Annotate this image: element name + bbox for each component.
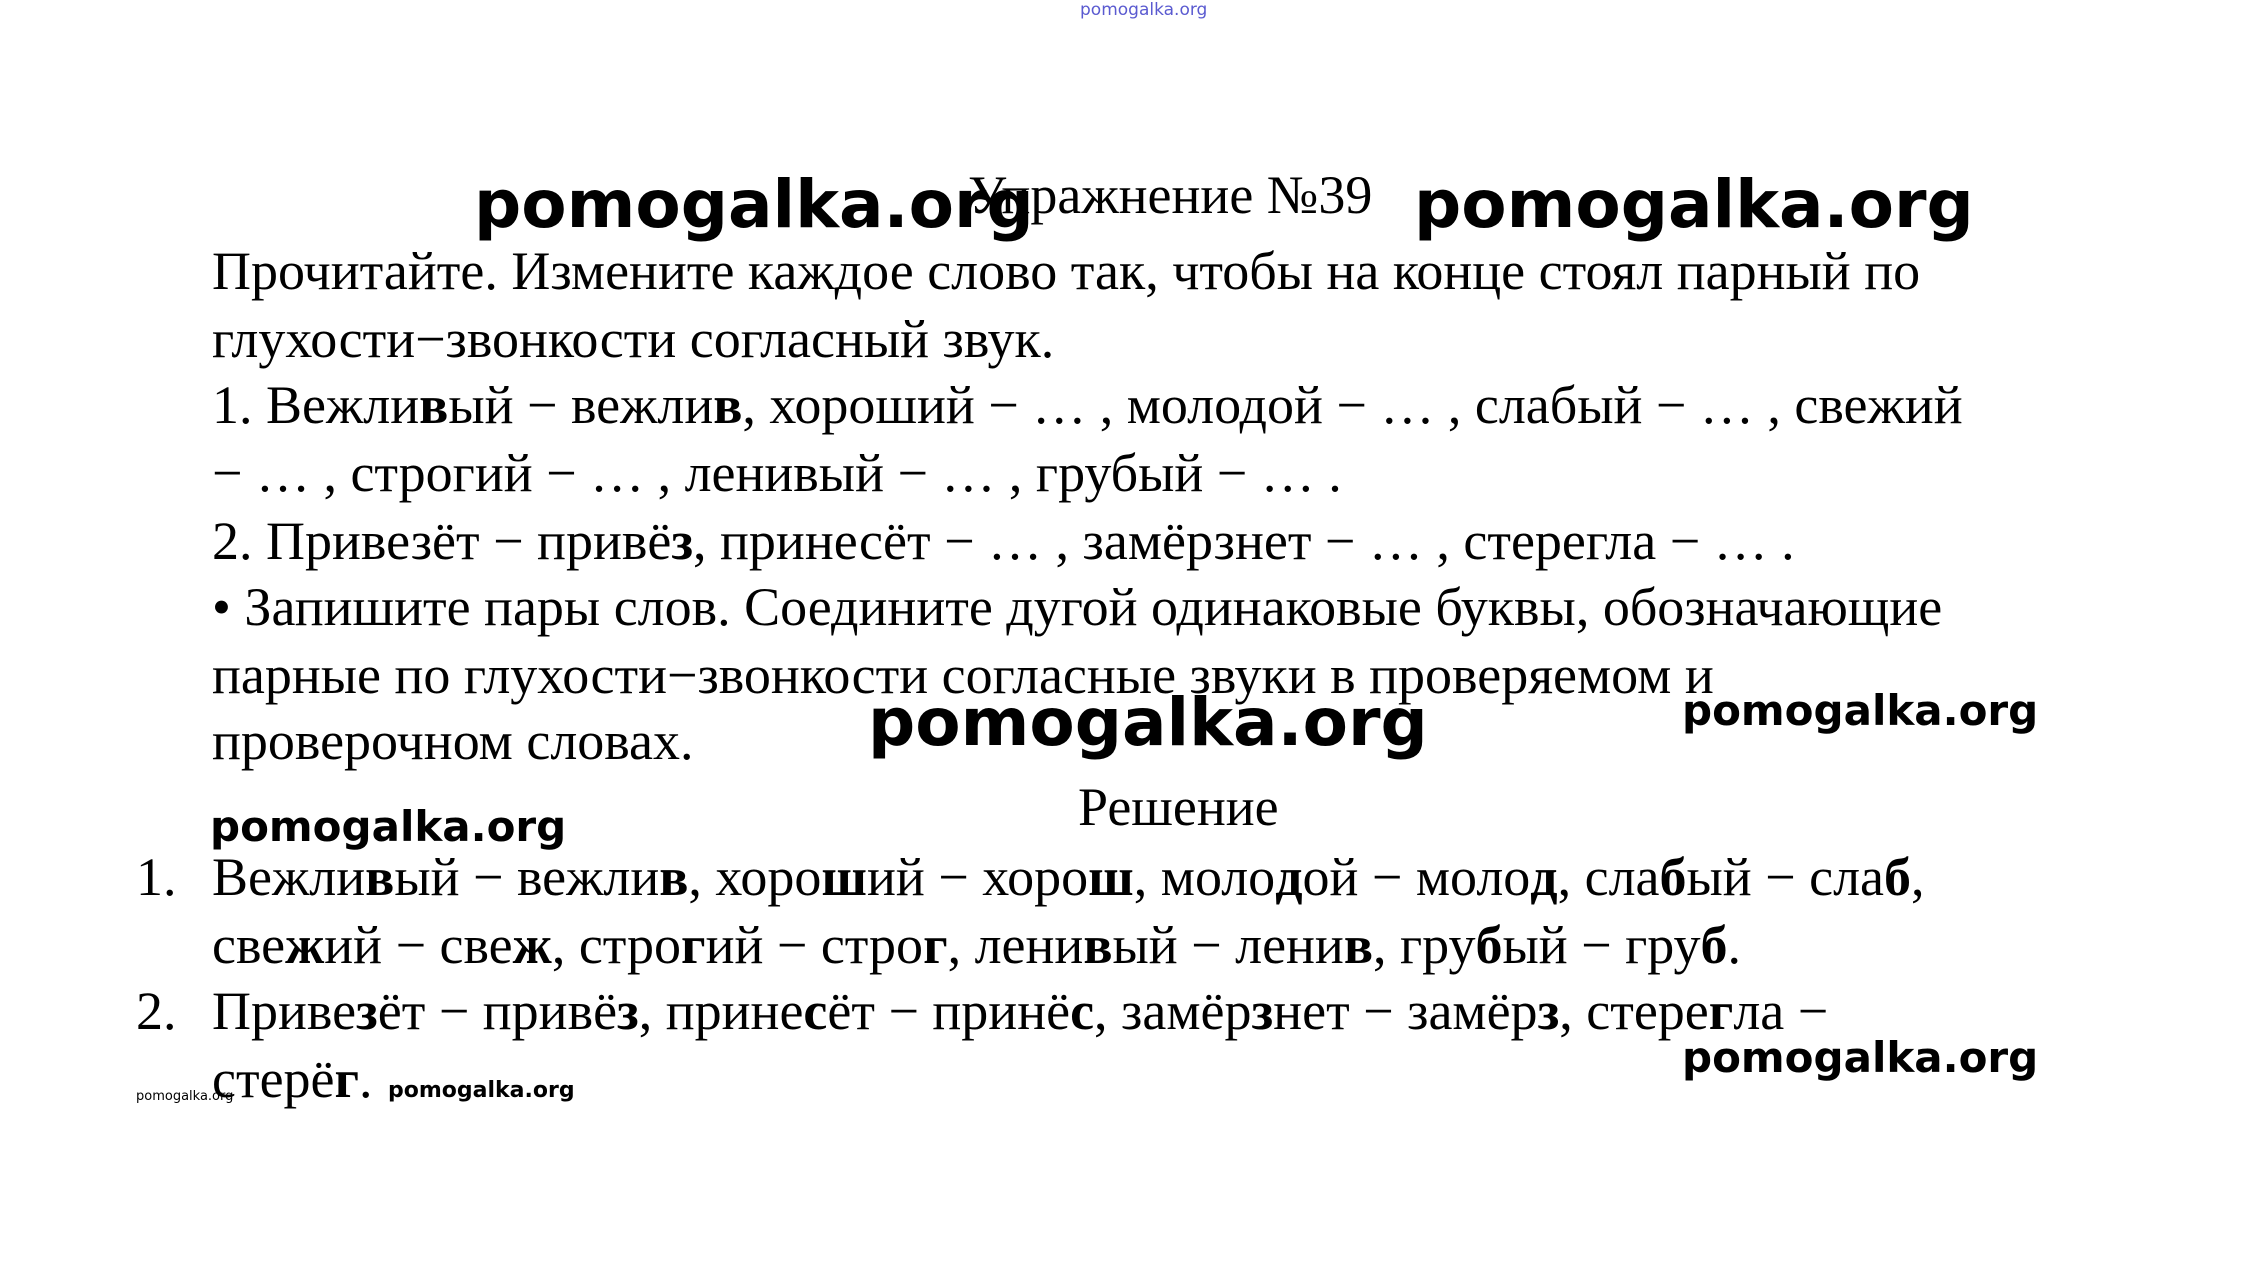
bold-letter: в [1343,915,1374,975]
watermark-title-left: pomogalka.org [474,166,1034,243]
bold-letter: з [356,981,378,1041]
bold-letter: г [923,915,948,975]
bold-letter: в [419,375,449,435]
text: ла − [1733,981,1829,1041]
text: 1. Вежли [212,375,420,435]
text: . [1727,915,1742,975]
bold-letter: в [713,375,743,435]
text: , хороший − … , молодой − … , слабый − … , свежий [742,375,1963,435]
bold-letter: г [681,915,706,975]
task-line-1: Прочитайте. Измените каждое слово так, чтобы на конце стоял парный по [212,241,1921,301]
text: , лени [947,915,1084,975]
text: Приве [212,981,357,1041]
text: ёт − привё [377,981,618,1041]
task-bullet-line-3: проверочном словах. [212,711,694,771]
bold-letter: д [1275,847,1303,907]
text: ый − вежли [394,847,660,907]
task-bullet-line-2: парные по глухости−звонкости согласные звуки в проверяемом и [212,645,1714,705]
text: , [1911,847,1925,907]
bold-letter: в [1083,915,1113,975]
bold-letter: б [1659,847,1687,907]
task-item-1-line-2: − … , строгий − … , ленивый − … , грубый − … . [212,443,1342,503]
bold-letter: б [1475,915,1503,975]
text: ый − гру [1502,915,1701,975]
text: ий − хоро [866,847,1089,907]
watermark-right-2: pomogalka.org [1682,1033,2039,1082]
text: ой − моло [1302,847,1531,907]
text: , замёр [1094,981,1252,1041]
bold-letter: з [671,511,694,571]
bold-letter: з [1251,981,1274,1041]
text: нет − замёр [1273,981,1538,1041]
solution-number-1: 1. [136,847,177,907]
bold-letter: с [1070,981,1095,1041]
text: ый − лени [1112,915,1344,975]
task-item-2 [212,511,1795,571]
text: , принe [638,981,804,1041]
text: све [212,915,286,975]
bold-letter: г [1708,981,1734,1041]
bold-letter: в [365,847,395,907]
solution-heading: Решение [1078,777,1279,837]
bold-letter: з [617,981,639,1041]
watermark-middle: pomogalka.org [868,684,1428,761]
text: , стро [551,915,682,975]
task-item-1-line-1 [212,375,1963,435]
solution-2-line-1 [212,981,1829,1041]
text: . [359,1049,373,1109]
watermark-right-1: pomogalka.org [1682,686,2039,735]
text: , стере [1559,981,1709,1041]
task-bullet-line-1: • Запишите пары слов. Соедините дугой одинаковые буквы, обозначающие [212,577,1943,637]
bold-letter: з [1537,981,1560,1041]
bold-letter: г [334,1049,360,1109]
bold-letter: ж [512,915,552,975]
watermark-left-1: pomogalka.org [210,802,567,851]
watermark-title-right: pomogalka.org [1414,166,1974,243]
bold-letter: б [1700,915,1728,975]
text: ий − стро [705,915,924,975]
text: , принесёт − … , замёрзнет − … , стерегла − … . [693,511,1795,571]
text: , хоро [688,847,822,907]
solution-1-line-2 [212,915,1742,975]
solution-2-line-2 [212,1049,373,1109]
text: , моло [1133,847,1276,907]
text: Вежли [212,847,366,907]
text: 2. Привезёт − привё [212,511,672,571]
solution-1-line-1 [212,847,1925,907]
bold-letter: ж [285,915,325,975]
text: ый − вежли [448,375,714,435]
watermark-tiny: pomogalka.org [136,1089,234,1104]
bold-letter: д [1530,847,1558,907]
text: ёт − принё [827,981,1071,1041]
text: ый − сла [1686,847,1885,907]
text: , сла [1557,847,1660,907]
bold-letter: б [1884,847,1912,907]
task-line-2: глухости−звонкости согласный звук. [212,309,1055,369]
bold-letter: с [803,981,828,1041]
watermark-small: pomogalka.org [388,1078,575,1103]
solution-number-2: 2. [136,981,177,1041]
text: ий − све [324,915,513,975]
watermark-top: pomogalka.org [1080,0,1208,20]
bold-letter: ш [821,847,867,907]
text: стерё [212,1049,335,1109]
bold-letter: в [659,847,689,907]
bold-letter: ш [1088,847,1134,907]
text: , гру [1373,915,1476,975]
exercise-title: Упражнение №39 [968,165,1373,225]
